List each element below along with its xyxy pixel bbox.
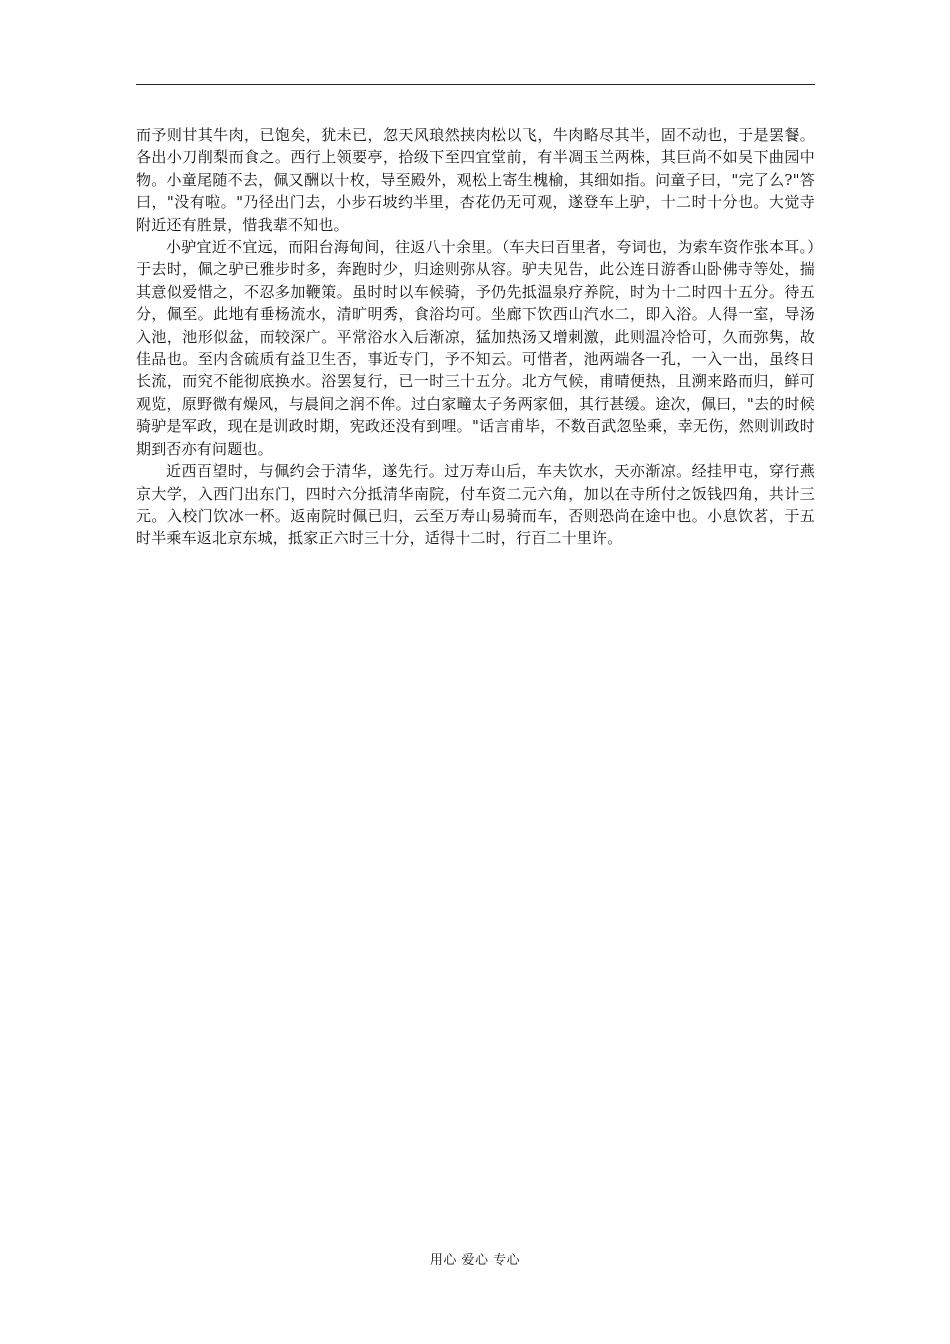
page-footer: 用心 爱心 专心 <box>429 1253 521 1268</box>
header-rule <box>136 84 815 85</box>
document-body <box>136 124 815 550</box>
paragraph-1: 而予则甘其牛肉，已饱矣，犹未已，忽天风琅然挟肉松以飞，牛肉略尽其半，固不动也，于是罢餐。各出小刀削梨而食之。西行上领要亭，拾级下至四宜堂前，有半凋玉兰两株，其巨尚不如吴下曲园中物。小童尾随不去，佩又酬以十枚，导至殿外，观松上寄生槐榆，其细如指。问童子曰，"完了么?"答曰，"没有啦。"乃径出门去，小步石坡约半里，杏花仍无可观，遂登车上驴，十二时十分也。大觉寺附近还有胜景，惜我辈不知也。 <box>136 126 815 234</box>
paragraph-2: 小驴宜近不宜远，而阳台海甸间，往返八十余里。（车夫曰百里者，夸词也，为索车资作张本耳。）于去时，佩之驴已雅步时多，奔跑时少，归途则弥从容。驴夫见告，此公连日游香山卧佛寺等处，揣其意似爱惜之，不忍多加鞭策。虽时时以车候骑，予仍先抵温泉疗养院，时为十二时四十五分。待五分，佩至。此地有垂杨流水，清旷明秀，食浴均可。坐廊下饮西山汽水二，即入浴。人得一室，导汤入池，池形似盆，而较深广。平常浴水入后渐凉，猛加热汤又增刺激，此则温冷恰可，久而弥隽，故佳品也。至内含硫质有益卫生否，事近专门，予不知云。可惜者，池两端各一孔，一入一出，虽终日长流，而究不能彻底换水。浴罢复行，已一时三十五分。北方气候，甫晴便热，且溯来路而归，鲜可观览，原野微有燥风，与晨间之润不侔。过白家疃太子务两家佃，其行甚缓。途次，佩曰，"去的时候骑驴是军政，现在是训政时期，宪政还没有到哩。"话言甫毕，不数百武忽坠乘，幸无伤，然则训政时期到否亦有问题也。 <box>136 238 815 458</box>
paragraph-3: 近西百望时，与佩约会于清华，遂先行。过万寿山后，车夫饮水，天亦渐凉。经挂甲屯，穿行燕京大学，入西门出东门，四时六分抵清华南院，付车资二元六角，加以在寺所付之饭钱四角，共计三元。入校门饮冰一杯。返南院时佩已归，云至万寿山易骑而车，否则恐尚在途中也。小息饮茗，于五时半乘车返北京东城，抵家正六时三十分，适得十二时，行百二十里许。 <box>136 462 815 548</box>
